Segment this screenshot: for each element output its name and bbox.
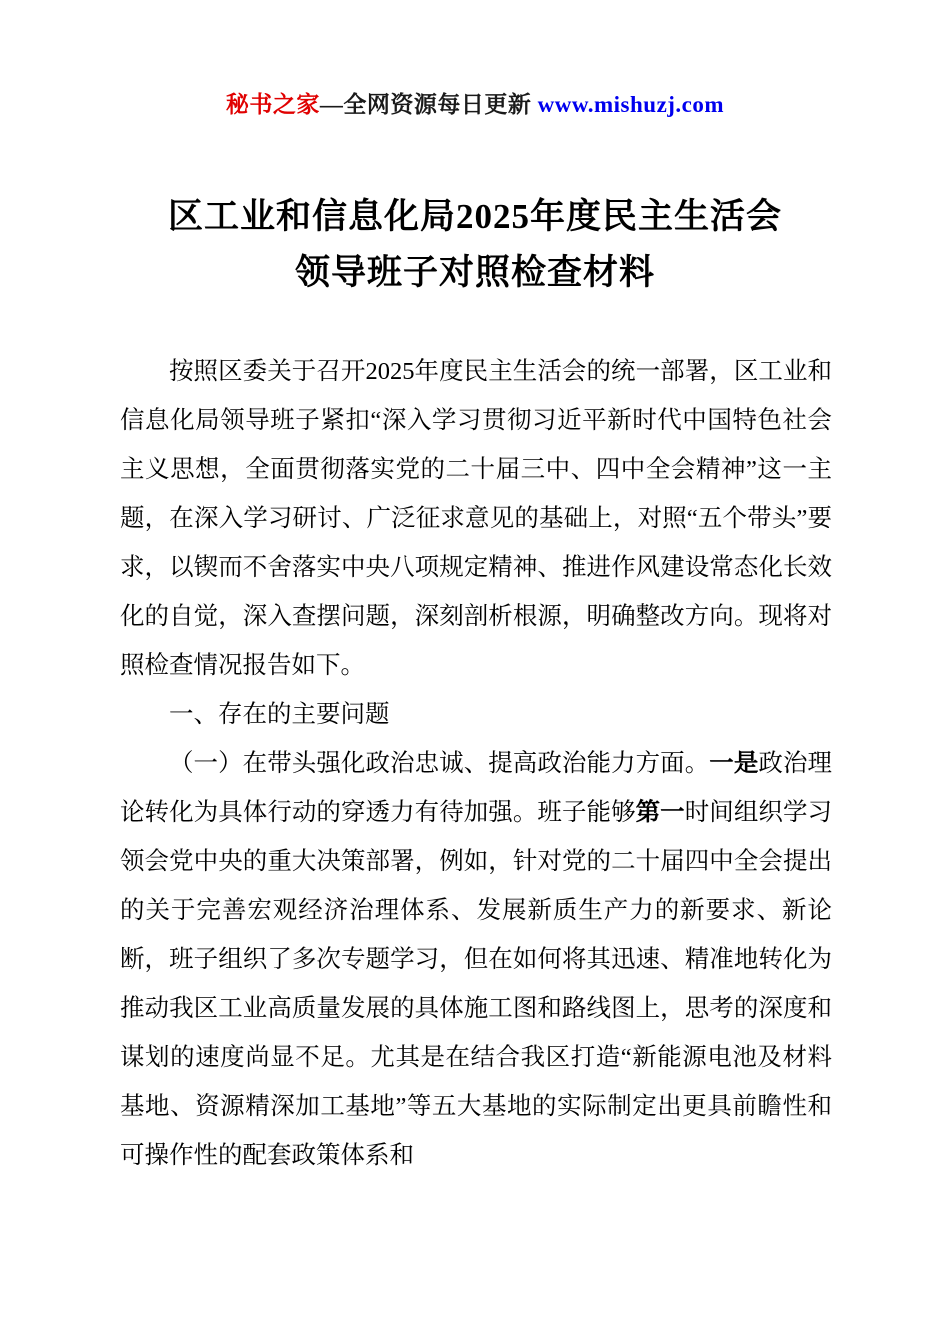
paragraph [120, 347, 832, 690]
paragraph [120, 739, 832, 1180]
text-run: 时间组织学习领会党中央的重大决策部署，例如，针对党的二十届四中全会提出的关于完善宏观经济治理体系、发展新质生产力的新要求、新论断，班子组织了多次专题学习，但在如何将其迅速、精准地转化为推动我区工业高质量发展的具体施工图和路线图上，思考的深度和谋划的速度尚显不足。尤其是在结合我区打造“新能源电池及材料基地、资源精深加工基地”等五大基地的实际制定出更具前瞻性和可操作性的配套政策体系和 [120, 799, 833, 1169]
emphasis-run: 一是 [709, 750, 759, 777]
text-run: 一、存在的主要问题 [169, 701, 390, 728]
document-title-line2: 领导班子对照检查材料 [294, 253, 655, 292]
site-tagline: —全网资源每日更新 [319, 92, 538, 117]
text-run: 政治理论转化为具体行动的穿透力有待加强。班子能够 [120, 750, 833, 826]
emphasis-run: 第一 [635, 799, 685, 826]
site-url-link[interactable]: www.mishuzj.com [537, 92, 725, 117]
site-brand: 秘书之家 [225, 92, 320, 117]
text-run: 按照区委关于召开2025年度民主生活会的统一部署，区工业和信息化局领导班子紧扣“深入学习贯彻习近平新时代中国特色社会主义思想，全面贯彻落实党的二十届三中、四中全会精神”这一主题，在深入学习研讨、广泛征求意见的基础上，对照“五个带头”要求，以锲而不舍落实中央八项规定精神、推进作风建设常态化长效化的自觉，深入查摆问题，深刻剖析根源，明确整改方向。现将对照检查情况报告如下。 [120, 358, 832, 679]
text-run: （一）在带头强化政治忠诚、提高政治能力方面。 [169, 750, 710, 777]
site-header [0, 86, 950, 119]
document-title-line1: 区工业和信息化局2025年度民主生活会 [167, 197, 782, 236]
paragraph [120, 690, 832, 739]
document-title [0, 189, 950, 301]
document-body [120, 347, 832, 1180]
